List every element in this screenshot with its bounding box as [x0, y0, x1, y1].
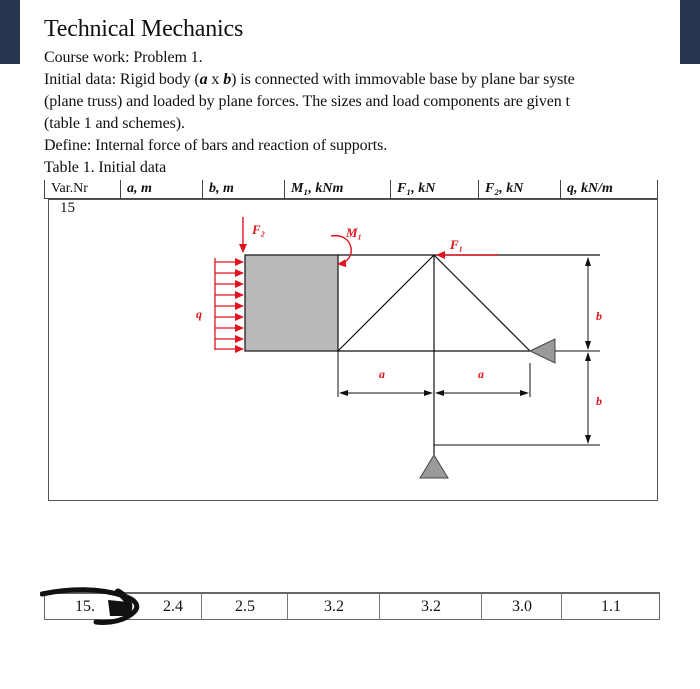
- scheme-variant-number: 15: [60, 200, 75, 216]
- label-b-top: b: [596, 309, 602, 323]
- cell-var-nr: 15.: [75, 598, 95, 615]
- course-line: Course work: Problem 1.: [44, 49, 203, 66]
- label-a-right: a: [478, 367, 484, 381]
- header-m1: M₁, kNm: [284, 180, 390, 198]
- cell-f1: 3.2: [379, 594, 482, 620]
- header-var-nr: Var.Nr: [44, 180, 120, 198]
- label-b-bottom: b: [596, 394, 602, 408]
- define-line: Define: Internal force of bars and reaction of supports.: [44, 137, 388, 154]
- initial-data-line: Initial data: Rigid body (a x b) is connected with immovable base by plane bar syste: [44, 71, 575, 88]
- cell-m1: 3.2: [287, 594, 380, 620]
- cell-a: 2.4: [163, 598, 183, 615]
- cell-f2: 3.0: [481, 594, 562, 620]
- right-diagonal-bar: [434, 255, 530, 351]
- table-title: Table 1. Initial data: [44, 159, 167, 176]
- cell-b: 2.5: [201, 594, 288, 620]
- distributed-load-q: [215, 258, 243, 350]
- rigid-body: [245, 255, 338, 351]
- ink-marker-scribble: [40, 582, 150, 626]
- header-q: q, kN/m: [560, 180, 658, 198]
- document-title: Technical Mechanics: [44, 16, 244, 42]
- header-a: a, m: [120, 180, 202, 198]
- bottom-support: [420, 455, 448, 478]
- label-f2: F₂: [252, 222, 266, 237]
- label-m1: M₁: [346, 225, 363, 240]
- label-a-left: a: [379, 367, 385, 381]
- table-reference-line: (table 1 and schemes).: [44, 115, 185, 132]
- header-f2: F₂, kN: [478, 180, 560, 198]
- label-q: q: [196, 307, 202, 321]
- header-b: b, m: [202, 180, 284, 198]
- header-f1: F₁, kN: [390, 180, 478, 198]
- cell-q: 1.1: [561, 594, 660, 620]
- label-f1: F₁: [450, 237, 464, 252]
- left-diagonal-bar: [338, 255, 434, 351]
- truss-bars: [338, 255, 600, 455]
- right-support: [530, 339, 555, 363]
- truss-line: (plane truss) and loaded by plane forces. The sizes and load components are given t: [44, 93, 570, 110]
